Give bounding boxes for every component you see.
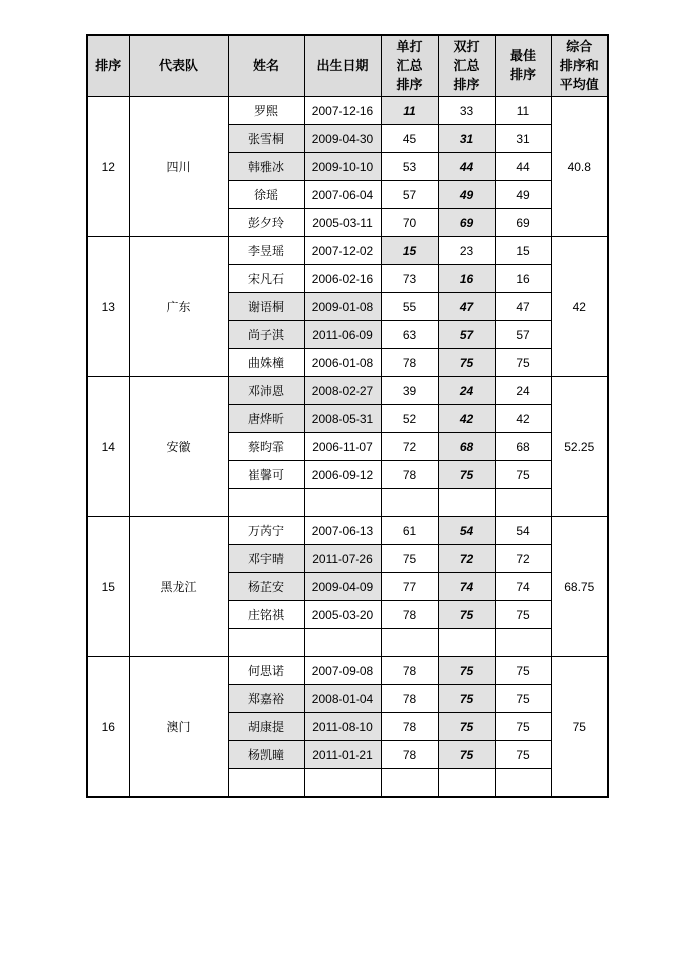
birth-date: 2007-12-16 [304, 97, 381, 125]
doubles-rank [438, 489, 495, 517]
birth-date: 2007-06-04 [304, 181, 381, 209]
player-name: 彭夕玲 [228, 209, 304, 237]
group-rank: 13 [87, 237, 129, 377]
combined-average: 42 [551, 237, 608, 377]
best-rank: 75 [495, 713, 551, 741]
team-name: 广东 [129, 237, 228, 377]
group-rank: 16 [87, 657, 129, 798]
doubles-rank: 75 [438, 741, 495, 769]
best-rank: 69 [495, 209, 551, 237]
best-rank: 74 [495, 573, 551, 601]
player-name: 何思诺 [228, 657, 304, 685]
birth-date: 2007-09-08 [304, 657, 381, 685]
doubles-rank: 47 [438, 293, 495, 321]
birth-date: 2011-01-21 [304, 741, 381, 769]
birth-date: 2009-04-09 [304, 573, 381, 601]
player-name: 李昱瑶 [228, 237, 304, 265]
doubles-rank [438, 769, 495, 798]
best-rank: 68 [495, 433, 551, 461]
team-name: 黑龙江 [129, 517, 228, 657]
doubles-rank: 75 [438, 349, 495, 377]
birth-date [304, 769, 381, 798]
player-name: 韩雅冰 [228, 153, 304, 181]
singles-rank: 61 [381, 517, 438, 545]
singles-rank: 78 [381, 713, 438, 741]
doubles-rank: 75 [438, 685, 495, 713]
group-rank: 15 [87, 517, 129, 657]
player-name: 尚子淇 [228, 321, 304, 349]
player-name: 邓宇晴 [228, 545, 304, 573]
best-rank: 75 [495, 461, 551, 489]
best-rank: 42 [495, 405, 551, 433]
header-combined: 综合 排序和 平均值 [551, 35, 608, 97]
best-rank: 54 [495, 517, 551, 545]
player-name: 徐瑶 [228, 181, 304, 209]
team-name: 安徽 [129, 377, 228, 517]
doubles-rank: 75 [438, 657, 495, 685]
singles-rank: 11 [381, 97, 438, 125]
doubles-rank: 49 [438, 181, 495, 209]
combined-average: 75 [551, 657, 608, 798]
best-rank [495, 489, 551, 517]
player-name: 庄铭祺 [228, 601, 304, 629]
doubles-rank: 31 [438, 125, 495, 153]
player-name: 万芮宁 [228, 517, 304, 545]
singles-rank: 72 [381, 433, 438, 461]
singles-rank: 52 [381, 405, 438, 433]
singles-rank: 77 [381, 573, 438, 601]
singles-rank: 78 [381, 657, 438, 685]
ranking-table [86, 34, 609, 798]
birth-date: 2011-06-09 [304, 321, 381, 349]
birth-date: 2006-01-08 [304, 349, 381, 377]
doubles-rank: 33 [438, 97, 495, 125]
player-name: 宋凡石 [228, 265, 304, 293]
doubles-rank: 16 [438, 265, 495, 293]
player-name [228, 629, 304, 657]
team-name: 四川 [129, 97, 228, 237]
team-name: 澳门 [129, 657, 228, 798]
birth-date: 2009-04-30 [304, 125, 381, 153]
group-rank: 14 [87, 377, 129, 517]
table-row [87, 377, 608, 405]
header-row [87, 35, 608, 97]
singles-rank [381, 769, 438, 798]
birth-date: 2007-06-13 [304, 517, 381, 545]
group-rank: 12 [87, 97, 129, 237]
doubles-rank: 72 [438, 545, 495, 573]
singles-rank [381, 629, 438, 657]
table-row [87, 237, 608, 265]
best-rank: 57 [495, 321, 551, 349]
player-name: 崔馨可 [228, 461, 304, 489]
singles-rank: 63 [381, 321, 438, 349]
best-rank: 75 [495, 741, 551, 769]
best-rank: 11 [495, 97, 551, 125]
singles-rank: 73 [381, 265, 438, 293]
singles-rank: 75 [381, 545, 438, 573]
birth-date: 2008-05-31 [304, 405, 381, 433]
player-name [228, 769, 304, 798]
header-name: 姓名 [228, 35, 304, 97]
singles-rank: 78 [381, 685, 438, 713]
player-name: 邓沛恩 [228, 377, 304, 405]
doubles-rank: 57 [438, 321, 495, 349]
doubles-rank: 75 [438, 713, 495, 741]
doubles-rank: 54 [438, 517, 495, 545]
best-rank [495, 629, 551, 657]
birth-date: 2011-08-10 [304, 713, 381, 741]
birth-date: 2006-02-16 [304, 265, 381, 293]
singles-rank: 15 [381, 237, 438, 265]
singles-rank: 57 [381, 181, 438, 209]
player-name: 郑嘉裕 [228, 685, 304, 713]
table-row [87, 97, 608, 125]
birth-date: 2008-01-04 [304, 685, 381, 713]
best-rank: 15 [495, 237, 551, 265]
player-name: 蔡昀霏 [228, 433, 304, 461]
doubles-rank: 42 [438, 405, 495, 433]
best-rank: 31 [495, 125, 551, 153]
birth-date: 2008-02-27 [304, 377, 381, 405]
doubles-rank: 74 [438, 573, 495, 601]
birth-date [304, 629, 381, 657]
combined-average: 40.8 [551, 97, 608, 237]
doubles-rank [438, 629, 495, 657]
singles-rank: 78 [381, 349, 438, 377]
singles-rank: 39 [381, 377, 438, 405]
birth-date: 2009-01-08 [304, 293, 381, 321]
singles-rank: 78 [381, 601, 438, 629]
best-rank: 75 [495, 349, 551, 377]
birth-date: 2005-03-20 [304, 601, 381, 629]
header-team: 代表队 [129, 35, 228, 97]
player-name: 张雪桐 [228, 125, 304, 153]
player-name: 曲姝橦 [228, 349, 304, 377]
singles-rank: 53 [381, 153, 438, 181]
best-rank: 72 [495, 545, 551, 573]
header-rank: 排序 [87, 35, 129, 97]
player-name [228, 489, 304, 517]
doubles-rank: 44 [438, 153, 495, 181]
best-rank: 75 [495, 657, 551, 685]
player-name: 杨凯曈 [228, 741, 304, 769]
birth-date: 2007-12-02 [304, 237, 381, 265]
player-name: 唐烨昕 [228, 405, 304, 433]
header-singles: 单打 汇总 排序 [381, 35, 438, 97]
singles-rank: 78 [381, 461, 438, 489]
singles-rank: 70 [381, 209, 438, 237]
birth-date: 2006-11-07 [304, 433, 381, 461]
singles-rank [381, 489, 438, 517]
player-name: 谢语桐 [228, 293, 304, 321]
doubles-rank: 69 [438, 209, 495, 237]
player-name: 胡康提 [228, 713, 304, 741]
header-birth: 出生日期 [304, 35, 381, 97]
best-rank: 75 [495, 685, 551, 713]
singles-rank: 55 [381, 293, 438, 321]
header-doubles: 双打 汇总 排序 [438, 35, 495, 97]
birth-date: 2011-07-26 [304, 545, 381, 573]
combined-average: 52.25 [551, 377, 608, 517]
combined-average: 68.75 [551, 517, 608, 657]
birth-date: 2005-03-11 [304, 209, 381, 237]
player-name: 杨芷安 [228, 573, 304, 601]
header-best: 最佳 排序 [495, 35, 551, 97]
table-row [87, 657, 608, 685]
best-rank [495, 769, 551, 798]
best-rank: 44 [495, 153, 551, 181]
best-rank: 49 [495, 181, 551, 209]
birth-date [304, 489, 381, 517]
birth-date: 2009-10-10 [304, 153, 381, 181]
doubles-rank: 23 [438, 237, 495, 265]
birth-date: 2006-09-12 [304, 461, 381, 489]
player-name: 罗熙 [228, 97, 304, 125]
singles-rank: 78 [381, 741, 438, 769]
best-rank: 47 [495, 293, 551, 321]
doubles-rank: 24 [438, 377, 495, 405]
table-row [87, 517, 608, 545]
best-rank: 24 [495, 377, 551, 405]
doubles-rank: 68 [438, 433, 495, 461]
doubles-rank: 75 [438, 461, 495, 489]
best-rank: 75 [495, 601, 551, 629]
best-rank: 16 [495, 265, 551, 293]
singles-rank: 45 [381, 125, 438, 153]
table-body [87, 97, 608, 798]
doubles-rank: 75 [438, 601, 495, 629]
